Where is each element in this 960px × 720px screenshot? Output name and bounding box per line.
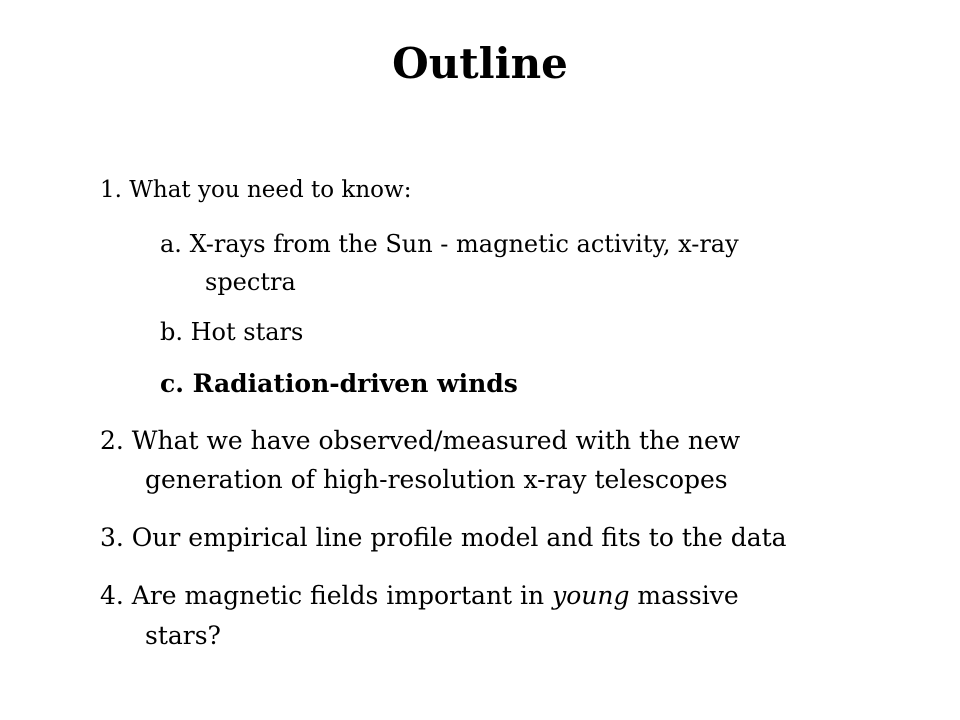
- outline-item-4-emphasis: young: [552, 581, 630, 610]
- outline-item-4-continuation: stars?: [145, 621, 221, 650]
- outline-item-1a-continuation: spectra: [205, 268, 296, 296]
- outline-item-1c-highlighted: c. Radiation-driven winds: [160, 369, 518, 398]
- outline-item-1: 1. What you need to know:: [100, 177, 412, 203]
- outline-item-2: 2. What we have observed/measured with the new: [100, 426, 741, 455]
- outline-item-2-continuation: generation of high-resolution x-ray telescopes: [145, 465, 728, 494]
- outline-item-4-text-start: 4. Are magnetic fields important in: [100, 581, 553, 610]
- outline-item-4: [100, 578, 739, 614]
- outline-item-4-text-end: massive: [629, 581, 739, 610]
- outline-item-3: 3. Our empirical line profile model and fits to the data: [100, 523, 787, 552]
- outline-item-1b: b. Hot stars: [160, 318, 304, 346]
- slide-title: Outline: [392, 39, 568, 88]
- outline-item-1a: a. X-rays from the Sun - magnetic activity, x-ray: [160, 230, 739, 258]
